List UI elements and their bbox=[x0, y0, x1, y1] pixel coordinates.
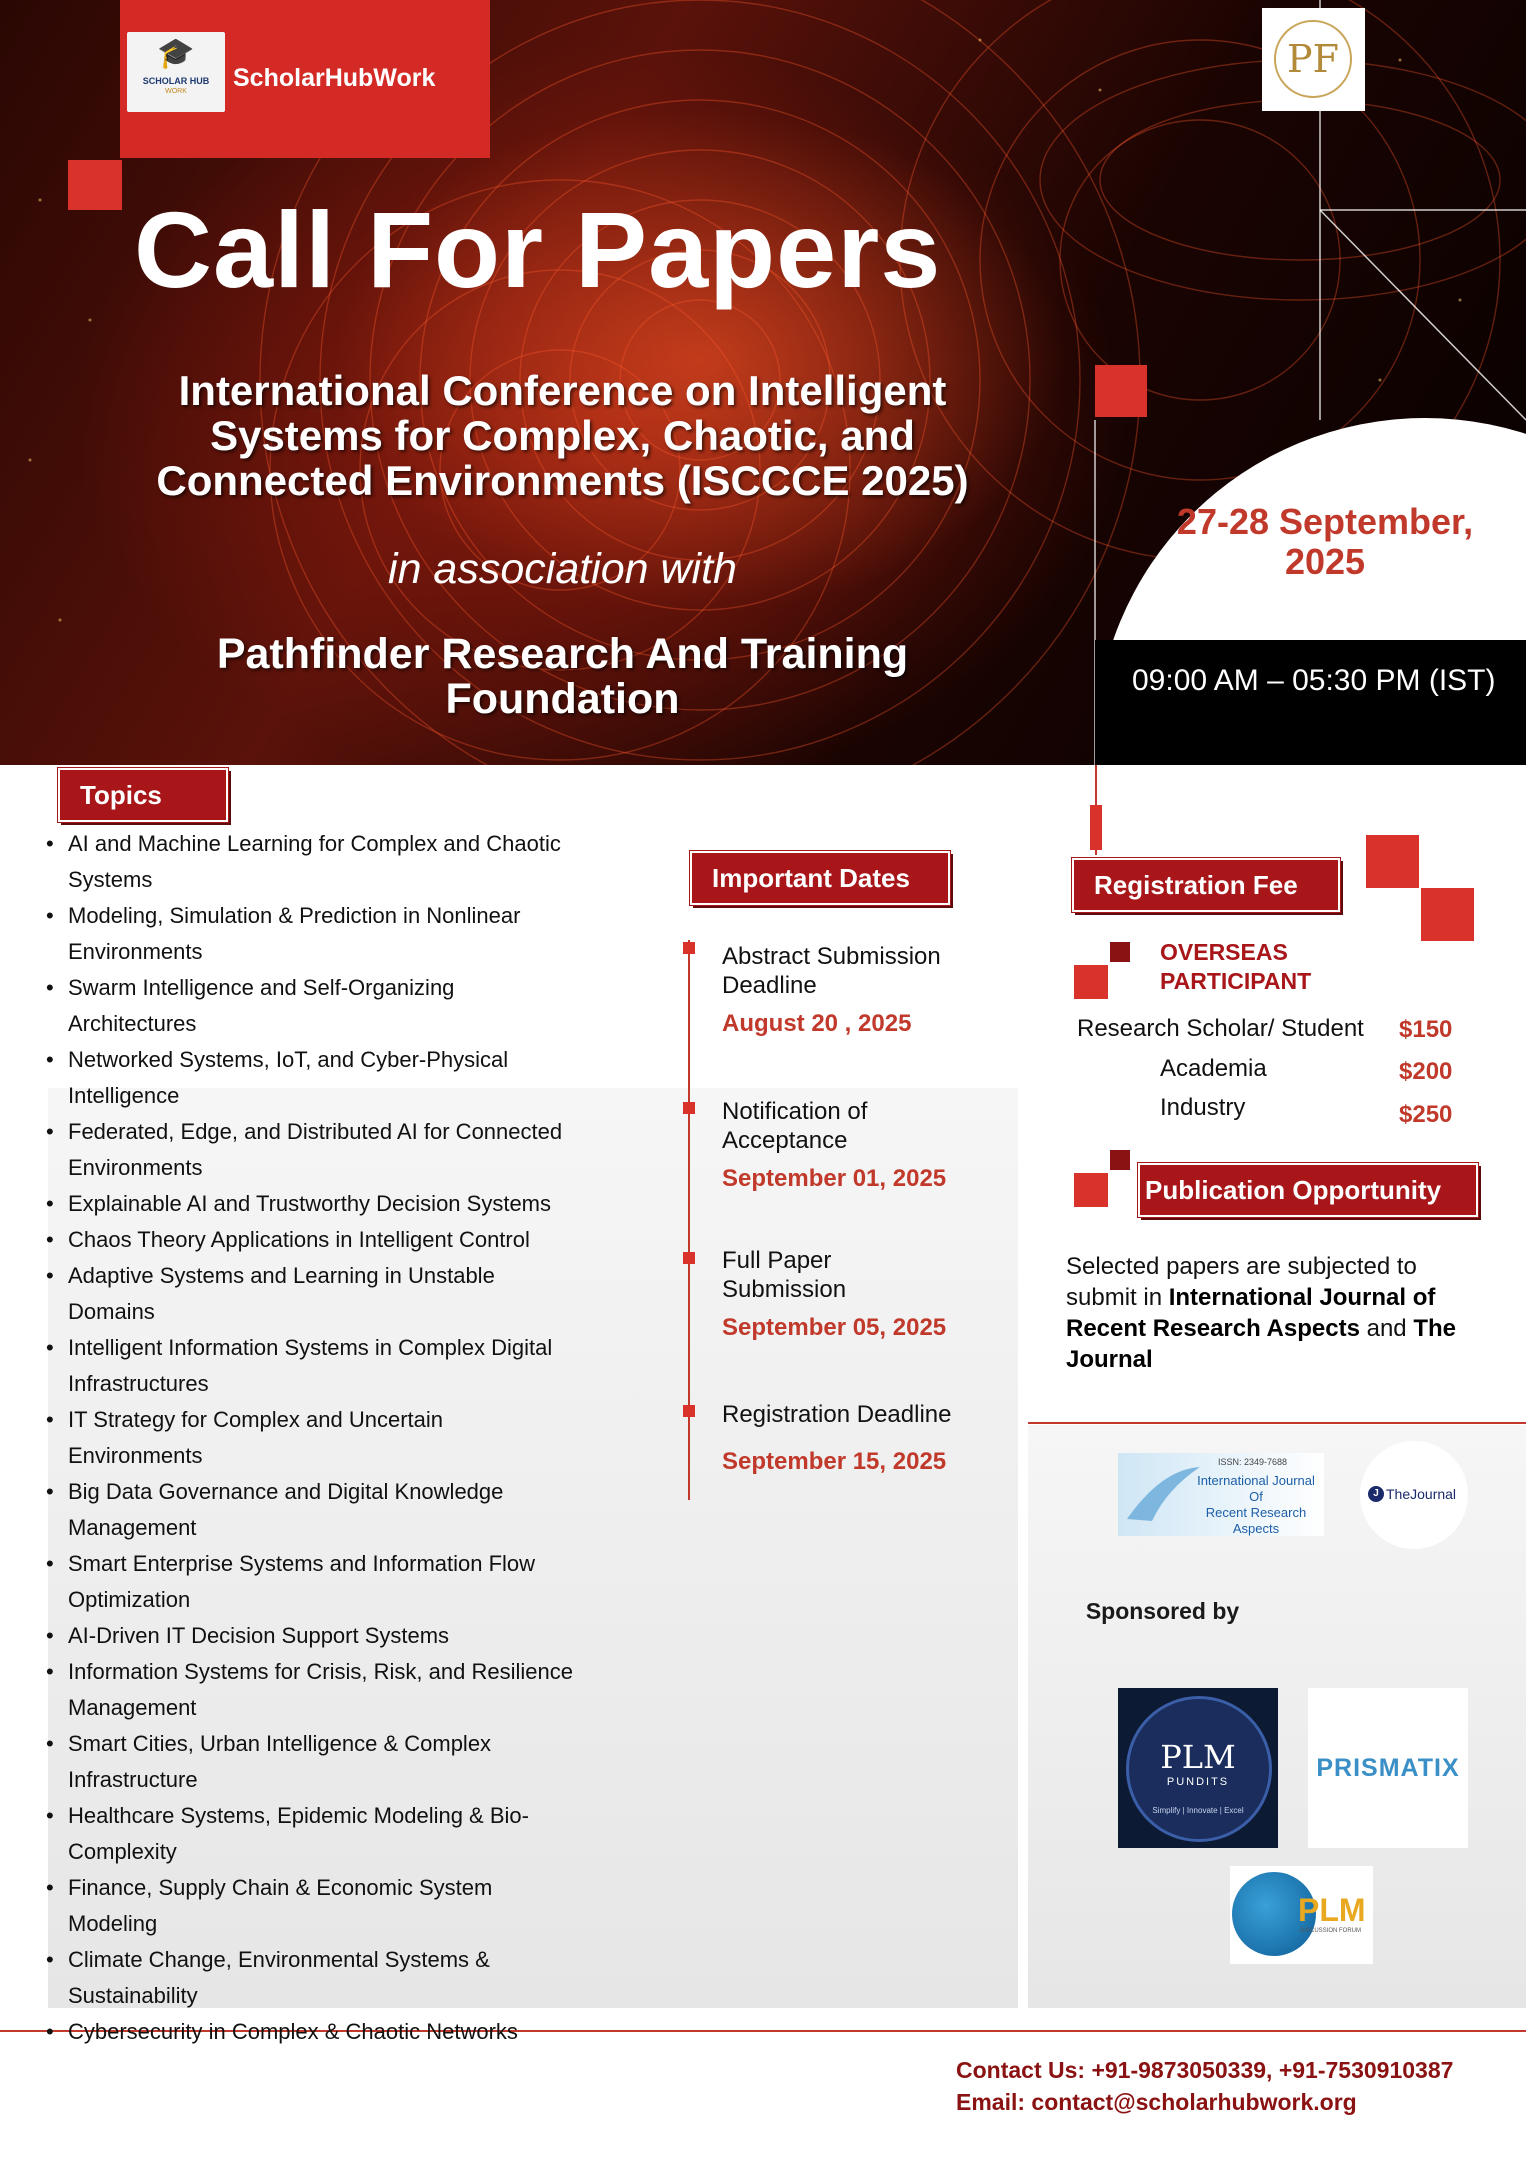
topic-item: • Information Systems for Crisis, Risk, and Resilience Management bbox=[46, 1654, 606, 1726]
timeline-dot bbox=[683, 942, 695, 954]
registration-fee-heading: Registration Fee bbox=[1072, 858, 1340, 912]
topics-heading: Topics bbox=[58, 768, 228, 822]
panel-gap bbox=[1018, 1088, 1028, 2008]
fee-row-label: Industry bbox=[1160, 1094, 1246, 1121]
plm-forum-sub: DISCUSSION FORUM bbox=[1300, 1928, 1362, 1934]
pathfinder-logo bbox=[1262, 8, 1365, 111]
topic-item: • Swarm Intelligence and Self-Organizing Architectures bbox=[46, 970, 606, 1042]
topic-item: • Big Data Governance and Digital Knowledge Management bbox=[46, 1474, 606, 1546]
prismatix-name: PRISMATIX bbox=[1316, 1754, 1460, 1782]
decor-square bbox=[1074, 965, 1108, 999]
contact-info bbox=[956, 2054, 1453, 2118]
graduation-cap-icon: 🎓 bbox=[157, 37, 195, 70]
event-notification-date: September 01, 2025 bbox=[722, 1165, 947, 1192]
topic-item: • Smart Cities, Urban Intelligence & Complex Infrastructure bbox=[46, 1726, 606, 1798]
ijrra-logo bbox=[1118, 1453, 1324, 1536]
contact-email: Email: contact@scholarhubwork.org bbox=[956, 2089, 1357, 2115]
ijrra-issn: ISSN: 2349-7688 bbox=[1218, 1457, 1288, 1467]
topic-item: • Climate Change, Environmental Systems & Sustainability bbox=[46, 1942, 606, 2014]
partner-name: Pathfinder Research And Training Foundation bbox=[216, 630, 909, 723]
association-text: in association with bbox=[388, 545, 737, 593]
topic-item: • Networked Systems, IoT, and Cyber-Physical Intelligence bbox=[46, 1042, 606, 1114]
decor-square bbox=[1110, 1150, 1130, 1170]
scholarhub-logo bbox=[127, 32, 225, 112]
topic-item: • IT Strategy for Complex and Uncertain Environments bbox=[46, 1402, 606, 1474]
conference-date: 27-28 September, 2025 bbox=[1176, 501, 1474, 582]
plm-pundits-logo bbox=[1118, 1688, 1278, 1848]
plm-pundits-name: PLM bbox=[1160, 1738, 1236, 1776]
brand-name: ScholarHubWork bbox=[233, 64, 436, 92]
topic-item: • Adaptive Systems and Learning in Unstable Domains bbox=[46, 1258, 606, 1330]
journal-icon: J bbox=[1368, 1486, 1384, 1502]
decor-square bbox=[1366, 835, 1419, 888]
event-registration-label: Registration Deadline bbox=[722, 1401, 952, 1428]
the-journal-name: TheJournal bbox=[1386, 1486, 1457, 1502]
fee-row-value: $200 bbox=[1399, 1058, 1453, 1085]
topic-item: • Modeling, Simulation & Prediction in Nonlinear Environments bbox=[46, 898, 606, 970]
timeline-dot bbox=[683, 1102, 695, 1114]
logo-text-line1: SCHOLAR HUB bbox=[142, 76, 210, 86]
topic-item: • Explainable AI and Trustworthy Decision Systems bbox=[46, 1186, 606, 1222]
decor-square bbox=[68, 160, 122, 210]
topic-item: • Smart Enterprise Systems and Information Flow Optimization bbox=[46, 1546, 606, 1618]
decor-square bbox=[1421, 888, 1474, 941]
publication-text: Selected papers are subjected to submit in International Journal of Recent Research Aspects and The Journal bbox=[1066, 1253, 1456, 1373]
pf-monogram: PF bbox=[1274, 20, 1352, 98]
divider-line bbox=[1028, 1422, 1526, 1424]
topic-item: • AI-Driven IT Decision Support Systems bbox=[46, 1618, 606, 1654]
decor-square bbox=[1095, 365, 1147, 417]
timeline-dot bbox=[683, 1252, 695, 1264]
event-abstract-label: Abstract Submission Deadline bbox=[722, 943, 941, 999]
hero-banner bbox=[0, 0, 1526, 765]
fee-row-value: $250 bbox=[1399, 1101, 1453, 1128]
fee-row-value: $150 bbox=[1399, 1016, 1453, 1043]
topic-item: • Federated, Edge, and Distributed AI for Connected Environments bbox=[46, 1114, 606, 1186]
plm-pundits-tagline: Simplify | Innovate | Excel bbox=[1152, 1806, 1244, 1815]
contact-phone: Contact Us: +91-9873050339, +91-7530910387 bbox=[956, 2057, 1454, 2083]
decor-square bbox=[1074, 1173, 1108, 1207]
event-fullpaper-date: September 05, 2025 bbox=[722, 1314, 947, 1341]
decor-square bbox=[1110, 942, 1130, 962]
fee-row-label: Academia bbox=[1160, 1055, 1267, 1082]
timeline-dot bbox=[683, 1405, 695, 1417]
conference-title: International Conference on Intelligent Systems for Complex, Chaotic, and Connected Environments (ISCCCE 2025) bbox=[156, 367, 969, 504]
event-fullpaper-label: Full Paper Submission bbox=[722, 1247, 847, 1303]
decor-bar bbox=[1090, 805, 1102, 850]
event-registration-date: September 15, 2025 bbox=[722, 1448, 947, 1475]
plm-forum-logo bbox=[1230, 1866, 1373, 1964]
important-dates-heading: Important Dates bbox=[690, 851, 950, 905]
ijrra-name: International Journal Of Recent Research Aspects bbox=[1197, 1473, 1315, 1536]
topic-item: • Finance, Supply Chain & Economic System Modeling bbox=[46, 1870, 606, 1942]
topic-item: • Cybersecurity in Complex & Chaotic Networks bbox=[46, 2014, 606, 2050]
logo-text-line2: WORK bbox=[165, 88, 187, 95]
page-title: Call For Papers bbox=[134, 189, 942, 310]
event-abstract-date: August 20 , 2025 bbox=[722, 1010, 912, 1037]
plm-pundits-sub: PUNDITS bbox=[1166, 1776, 1230, 1788]
fee-category: OVERSEAS PARTICIPANT bbox=[1160, 939, 1312, 994]
sponsors-heading: Sponsored by bbox=[1085, 1598, 1240, 1624]
topic-item: • Intelligent Information Systems in Complex Digital Infrastructures bbox=[46, 1330, 606, 1402]
the-journal-logo bbox=[1360, 1441, 1468, 1549]
time-band bbox=[1095, 640, 1526, 765]
topic-item: • Healthcare Systems, Epidemic Modeling & Bio- Complexity bbox=[46, 1798, 606, 1870]
event-notification-label: Notification of Acceptance bbox=[722, 1098, 868, 1154]
prismatix-logo bbox=[1308, 1688, 1468, 1848]
topics-list bbox=[46, 826, 606, 2050]
plm-forum-name: PLM bbox=[1298, 1892, 1366, 1928]
publication-heading: Publication Opportunity bbox=[1138, 1163, 1478, 1217]
topic-item: • Chaos Theory Applications in Intelligent Control bbox=[46, 1222, 606, 1258]
topic-item: • AI and Machine Learning for Complex and Chaotic Systems bbox=[46, 826, 606, 898]
fee-row-label: Research Scholar/ Student bbox=[1077, 1015, 1364, 1042]
conference-time: 09:00 AM – 05:30 PM (IST) bbox=[1132, 664, 1496, 697]
